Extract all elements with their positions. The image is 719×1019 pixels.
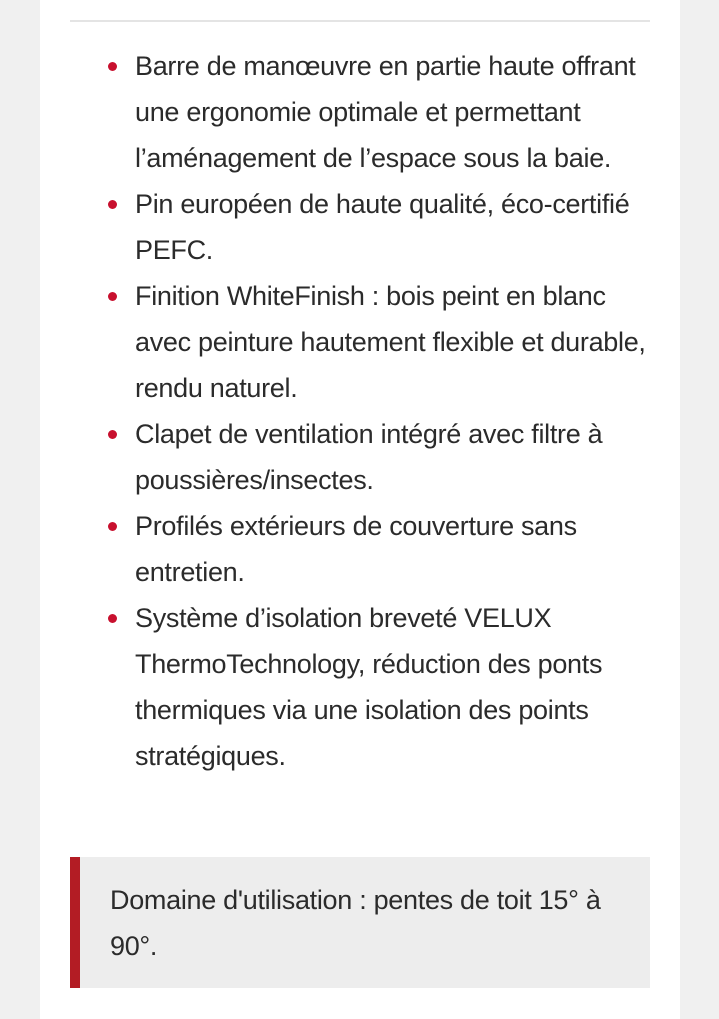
bullet-dot-icon bbox=[108, 430, 117, 439]
bullet-dot-icon bbox=[108, 62, 117, 71]
feature-text: Pin européen de haute qualité, éco-certifié PEFC. bbox=[135, 189, 630, 265]
bullet-dot-icon bbox=[108, 614, 117, 623]
bullet-dot-icon bbox=[108, 200, 117, 209]
list-item bbox=[40, 503, 680, 595]
list-item bbox=[40, 273, 680, 411]
bullet-dot-icon bbox=[108, 522, 117, 531]
feature-text: Finition WhiteFinish : bois peint en blanc avec peinture hautement flexible et durable, rendu naturel. bbox=[135, 281, 646, 403]
divider bbox=[70, 20, 650, 22]
feature-text: Système d’isolation breveté VELUX ThermoTechnology, réduction des ponts thermiques via une isolation des points stratégiques. bbox=[135, 603, 603, 771]
list-item bbox=[40, 595, 680, 779]
feature-text: Profilés extérieurs de couverture sans entretien. bbox=[135, 511, 577, 587]
feature-list bbox=[40, 43, 680, 779]
bullet-dot-icon bbox=[108, 292, 117, 301]
callout-text: Domaine d'utilisation : pentes de toit 15° à 90°. bbox=[110, 885, 601, 961]
list-item bbox=[40, 43, 680, 181]
feature-text: Barre de manœuvre en partie haute offrant une ergonomie optimale et permettant l’aménagement de l’espace sous la baie. bbox=[135, 51, 636, 173]
feature-text: Clapet de ventilation intégré avec filtre à poussières/insectes. bbox=[135, 419, 603, 495]
list-item bbox=[40, 411, 680, 503]
content-card bbox=[40, 0, 680, 1019]
usage-callout bbox=[70, 857, 650, 988]
list-item bbox=[40, 181, 680, 273]
callout-accent-bar bbox=[70, 857, 80, 988]
